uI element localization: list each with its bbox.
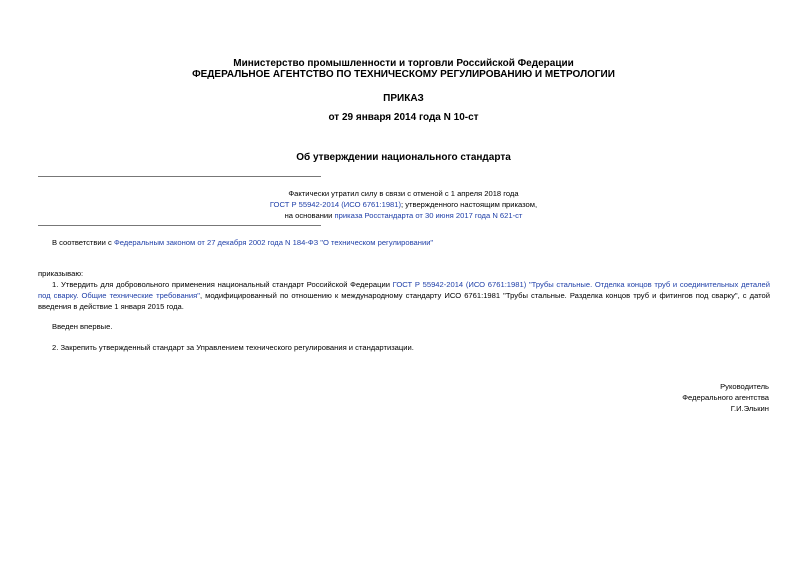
agency-name: ФЕДЕРАЛЬНОЕ АГЕНТСТВО ПО ТЕХНИЧЕСКОМУ РЕГУЛИРОВАНИЮ И МЕТРОЛОГИИ	[192, 69, 615, 80]
signatory-position-2: Федерального агентства	[682, 393, 769, 402]
signatory-name: Г.И.Элькин	[730, 404, 769, 413]
order-word: приказываю:	[38, 269, 84, 278]
status-note-line3	[0, 210, 807, 221]
ministry-name: Министерство промышленности и торговли Российской Федерации	[233, 58, 574, 69]
order-item-1	[38, 279, 770, 312]
federal-law-link[interactable]: Федеральным законом от 27 декабря 2002 года N 184-ФЗ "О техническом регулировании"	[113, 238, 434, 247]
order-item-2: 2. Закрепить утвержденный стандарт за Управлением технического регулирования и стандартизации.	[52, 343, 414, 352]
status-note-line2-text: ; утвержденного настоящим приказом,	[401, 200, 538, 209]
document-title: Об утверждении национального стандарта	[296, 152, 511, 163]
document-type: ПРИКАЗ	[383, 93, 424, 104]
signatory-position-1: Руководитель	[720, 382, 769, 391]
status-note-line2	[0, 199, 807, 210]
divider-top	[38, 176, 321, 177]
introduced-note: Введен впервые.	[52, 322, 113, 331]
standard-link[interactable]: ГОСТ Р 55942-2014 (ИСО 6761:1981) "Трубы стальные. Отделка концов труб и соединительных деталей под сварку. Общие технические требования"	[38, 280, 770, 300]
status-note-line3-prefix: на основании	[284, 211, 335, 220]
document-date-number: от 29 января 2014 года N 10-ст	[328, 112, 479, 123]
order-item-1-prefix: 1. Утвердить для добровольного применения национальный стандарт Российской Федерации	[52, 280, 393, 289]
divider-bottom	[38, 225, 321, 226]
rosstandart-order-link[interactable]: приказа Росстандарта от 30 июня 2017 года N 621-ст	[334, 211, 523, 220]
preamble	[52, 237, 433, 248]
order-item-1-rest: , модифицированный по отношению к международному стандарту ИСО 6761:1981 "Трубы стальные. Разделка концов труб и фитингов под сварку", с датой введения в действие 1 января 2015 года.	[38, 291, 771, 311]
status-note-line1: Фактически утратил силу в связи с отменой с 1 апреля 2018 года	[288, 189, 519, 198]
preamble-prefix: В соответствии с	[52, 238, 114, 247]
gost-link[interactable]: ГОСТ Р 55942-2014 (ИСО 6761:1981)	[269, 200, 402, 209]
